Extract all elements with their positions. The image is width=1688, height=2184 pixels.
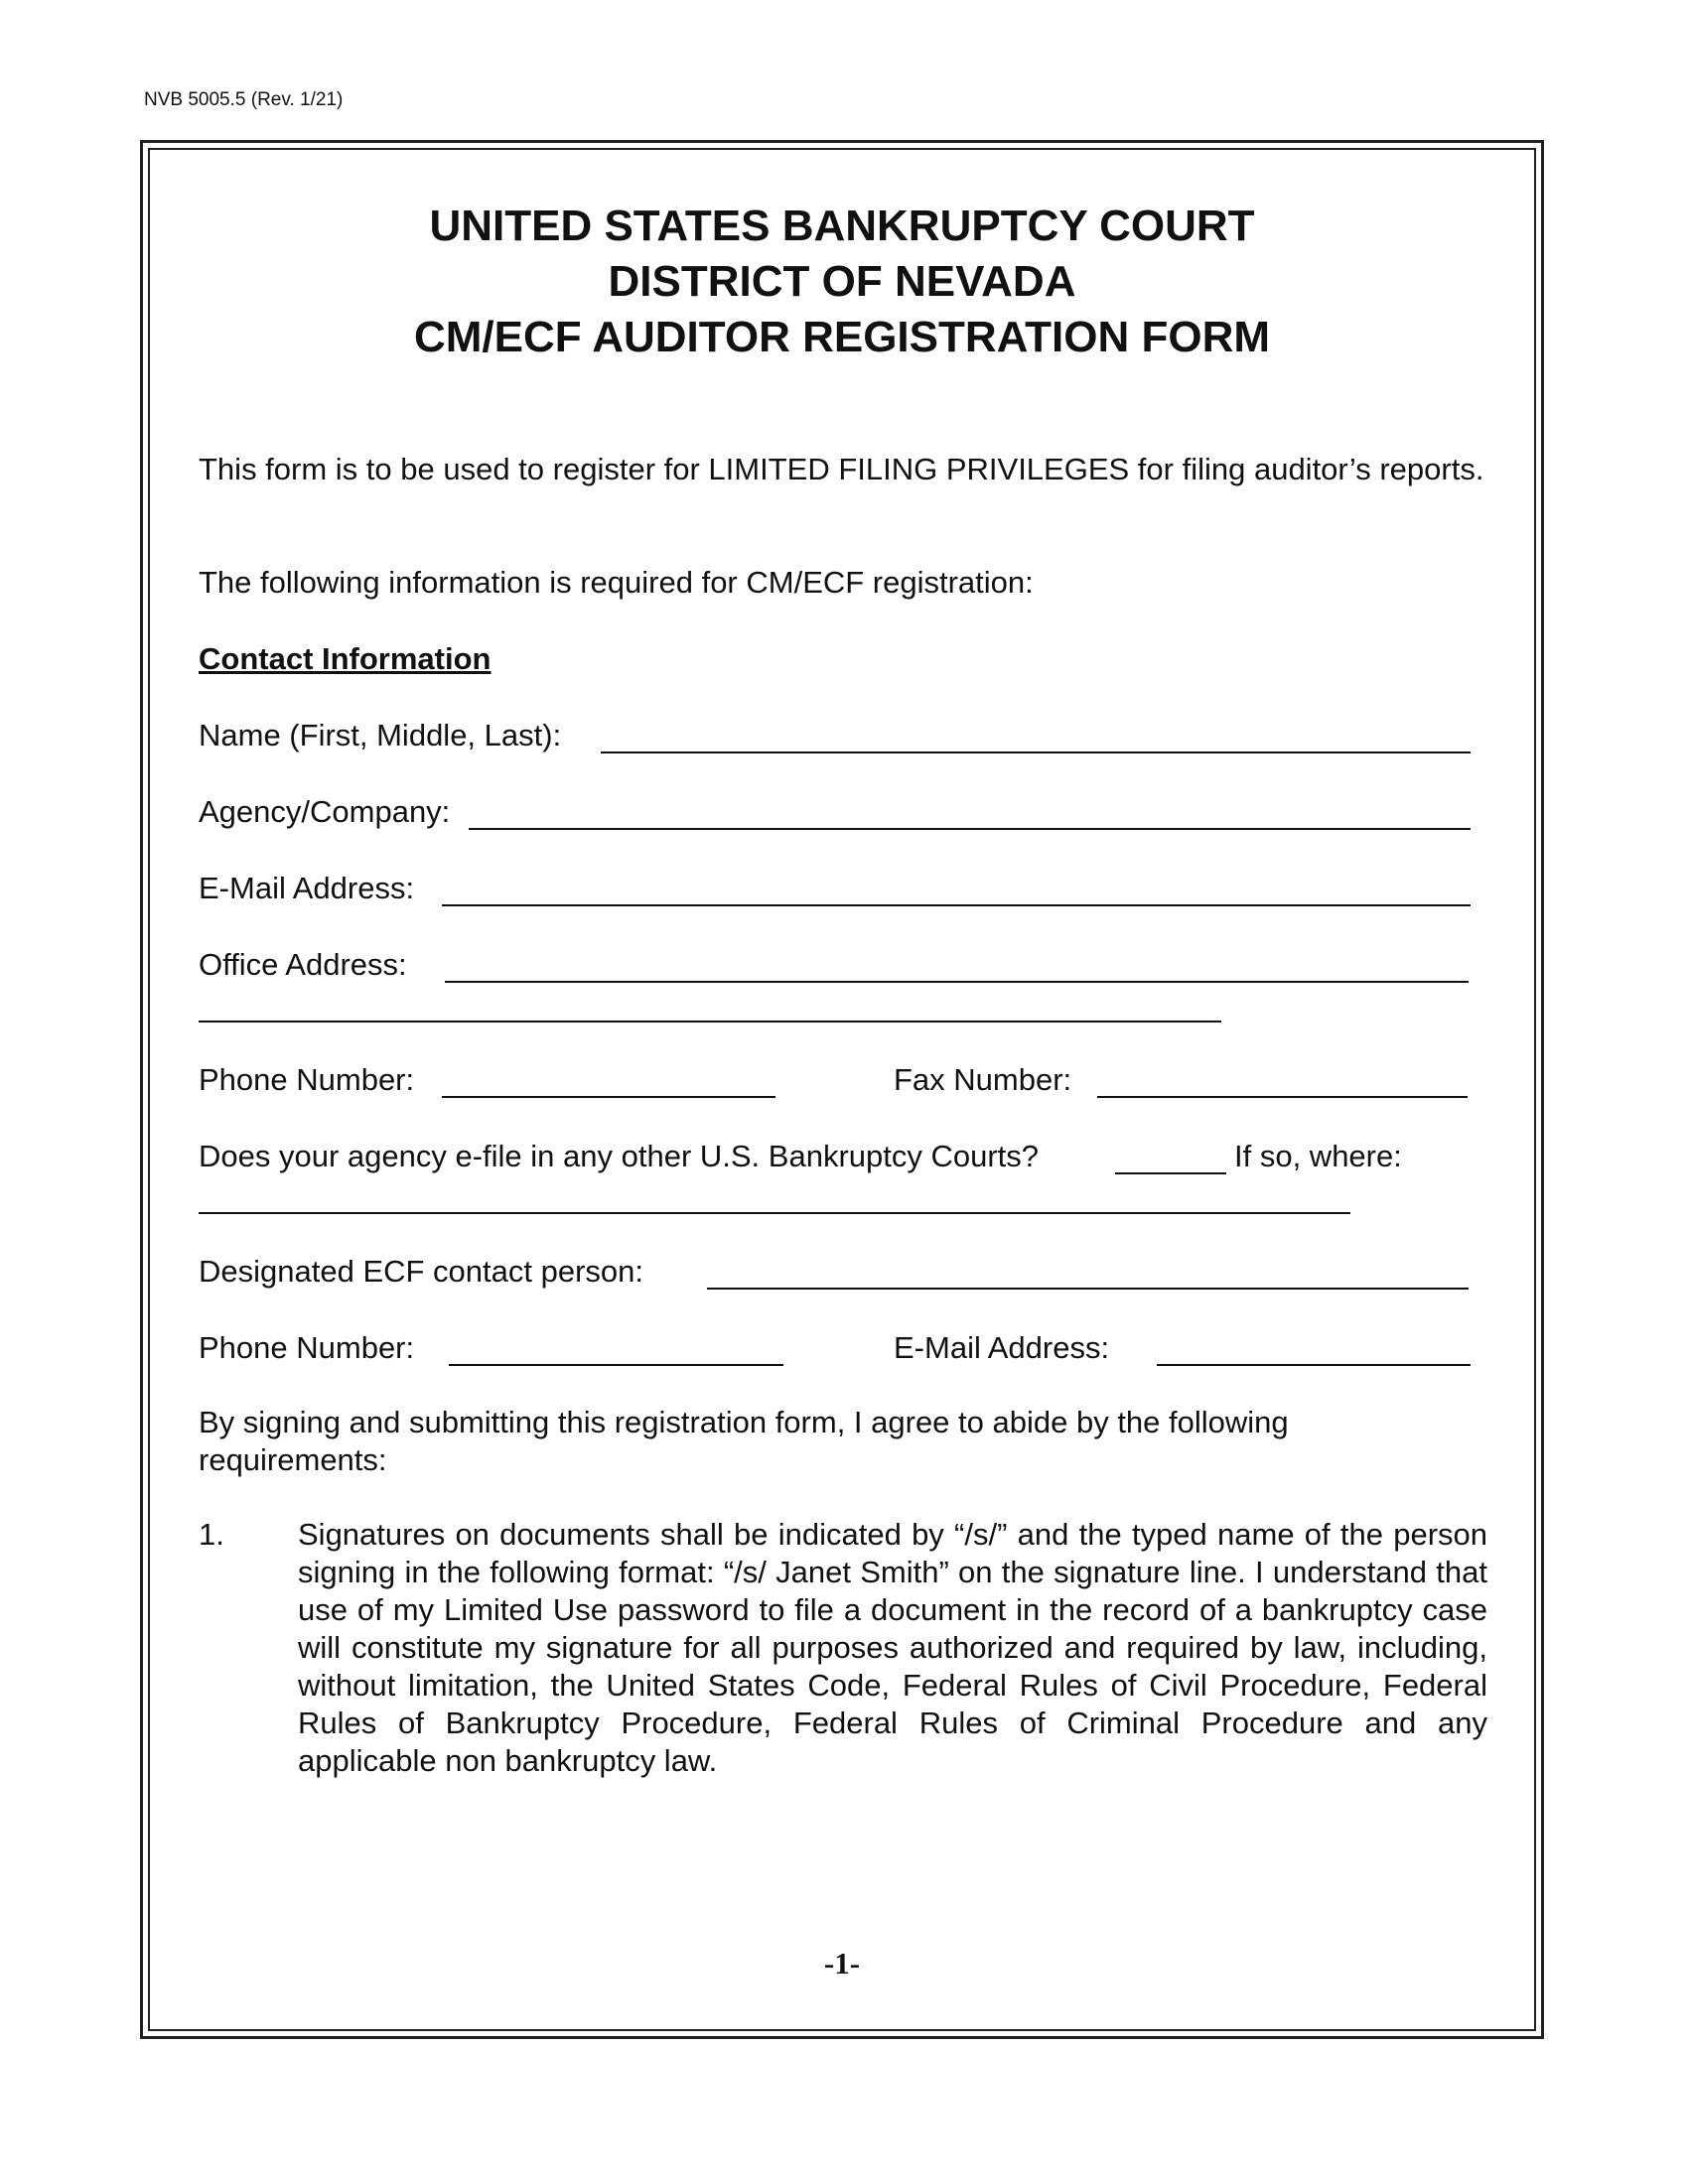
agreement-paragraph: By signing and submitting this registration form, I agree to abide by the following requirements: xyxy=(199,1405,1289,1477)
agency-label: Agency/Company: xyxy=(199,794,451,829)
intro-paragraph: This form is to be used to register for LIMITED FILING PRIVILEGES for filing auditor’s reports. xyxy=(199,452,1484,486)
page-number: -1- xyxy=(823,1946,861,1980)
efile-where-field[interactable] xyxy=(199,1212,1350,1214)
if-so-label: If so, where: xyxy=(1234,1139,1402,1173)
name-field[interactable] xyxy=(601,751,1471,753)
phone-label: Phone Number: xyxy=(199,1062,415,1097)
efile-answer-field[interactable] xyxy=(1115,1172,1226,1174)
form-title: CM/ECF AUDITOR REGISTRATION FORM xyxy=(413,313,1271,361)
form-id: NVB 5005.5 (Rev. 1/21) xyxy=(144,89,344,110)
phone-field[interactable] xyxy=(442,1096,775,1098)
district-title: DISTRICT OF NEVADA xyxy=(608,257,1076,306)
court-title: UNITED STATES BANKRUPTCY COURT xyxy=(429,202,1255,250)
contact-phone-label: Phone Number: xyxy=(199,1330,415,1365)
name-label: Name (First, Middle, Last): xyxy=(199,718,562,752)
fax-label: Fax Number: xyxy=(894,1062,1072,1097)
requirement-number: 1. xyxy=(199,1517,224,1552)
contact-phone-field[interactable] xyxy=(449,1364,783,1366)
office-address-field-line2[interactable] xyxy=(199,1021,1221,1023)
contact-heading: Contact Information xyxy=(199,641,492,676)
email-label: E-Mail Address: xyxy=(199,871,415,905)
email-field[interactable] xyxy=(442,904,1471,906)
contact-person-label: Designated ECF contact person: xyxy=(199,1254,644,1289)
contact-email-label: E-Mail Address: xyxy=(894,1330,1110,1365)
contact-email-field[interactable] xyxy=(1157,1364,1471,1366)
contact-person-field[interactable] xyxy=(707,1288,1469,1290)
office-address-field-line1[interactable] xyxy=(445,981,1469,983)
efile-question: Does your agency e-file in any other U.S. Bankruptcy Courts? xyxy=(199,1139,1040,1173)
requirement-text: Signatures on documents shall be indicated by “/s/” and the typed name of the person signing in the following format: “/s/ Janet Smith” on the signature line. I understand that use of my Limited Use password to file a document in the record of a bankruptcy case will constitute my signature for all purposes authorized and required by law, including, without limitation, the United States Code, Federal Rules of Civil Procedure, Federal Rules of Bankruptcy Procedure, Federal Rules of Criminal Procedure and any applicable non bankruptcy law. xyxy=(298,1517,1487,1778)
fax-field[interactable] xyxy=(1097,1096,1468,1098)
office-address-label: Office Address: xyxy=(199,947,407,982)
agency-field[interactable] xyxy=(469,828,1471,830)
required-note: The following information is required for CM/ECF registration: xyxy=(199,565,1034,600)
